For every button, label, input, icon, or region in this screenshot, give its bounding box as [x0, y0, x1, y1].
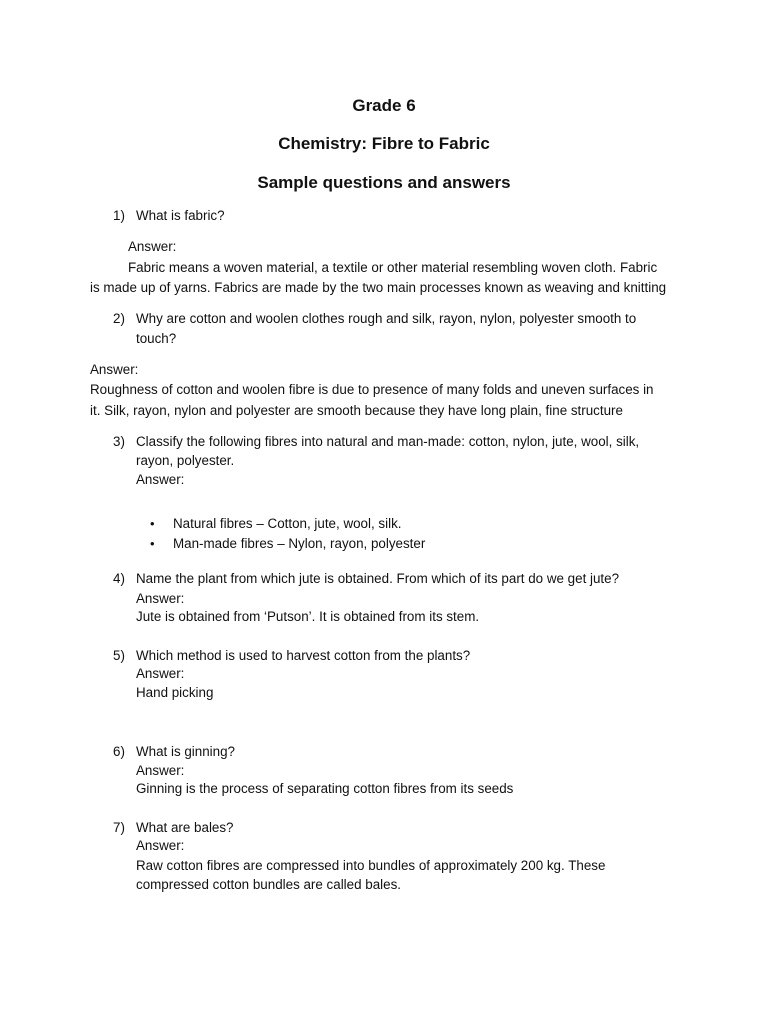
answer-text: Ginning is the process of separating cotton fibres from its seeds [136, 781, 514, 796]
answer-label: Answer: [136, 838, 185, 853]
answer-text: Roughness of cotton and woolen fibre is due to presence of many folds and uneven surfaces in [90, 382, 654, 397]
answer-text: compressed cotton bundles are called bales. [136, 877, 401, 892]
question-text: Which method is used to harvest cotton from the plants? [136, 648, 471, 663]
question-number: 5) [113, 648, 125, 663]
subject-heading: Chemistry: Fibre to Fabric [278, 134, 490, 153]
question-text: What is ginning? [136, 744, 235, 759]
question-number: 2) [113, 311, 125, 326]
question-number: 6) [113, 744, 125, 759]
answer-label: Answer: [136, 666, 185, 681]
answer-label: Answer: [136, 472, 185, 487]
list-item: Natural fibres – Cotton, jute, wool, silk. [173, 516, 402, 531]
question-text: Why are cotton and woolen clothes rough and silk, rayon, nylon, polyester smooth to [136, 311, 637, 326]
bullet-icon: • [150, 536, 155, 551]
answer-label: Answer: [90, 362, 139, 377]
question-number: 7) [113, 820, 125, 835]
question-text: rayon, polyester. [136, 453, 235, 468]
question-number: 1) [113, 208, 125, 223]
answer-text: it. Silk, rayon, nylon and polyester are smooth because they have long plain, fine structure [90, 403, 623, 418]
answer-text: Raw cotton fibres are compressed into bundles of approximately 200 kg. These [136, 858, 606, 873]
answer-text: is made up of yarns. Fabrics are made by the two main processes known as weaving and knitting [90, 280, 667, 295]
question-text: Classify the following fibres into natural and man-made: cotton, nylon, jute, wool, silk, [136, 434, 640, 449]
answer-text: Jute is obtained from ‘Putson’. It is obtained from its stem. [136, 609, 480, 624]
answer-label: Answer: [128, 239, 177, 254]
question-text: What is fabric? [136, 208, 225, 223]
subtitle-heading: Sample questions and answers [257, 173, 511, 192]
question-text: Name the plant from which jute is obtained. From which of its part do we get jute? [136, 571, 620, 586]
question-number: 4) [113, 571, 125, 586]
answer-text: Fabric means a woven material, a textile or other material resembling woven cloth. Fabric [128, 260, 658, 275]
question-text: What are bales? [136, 820, 234, 835]
answer-label: Answer: [136, 591, 185, 606]
list-item: Man-made fibres – Nylon, rayon, polyester [173, 536, 426, 551]
answer-text: Hand picking [136, 685, 214, 700]
bullet-icon: • [150, 516, 155, 531]
question-number: 3) [113, 434, 125, 449]
question-text: touch? [136, 331, 177, 346]
grade-heading: Grade 6 [352, 96, 416, 115]
answer-label: Answer: [136, 763, 185, 778]
